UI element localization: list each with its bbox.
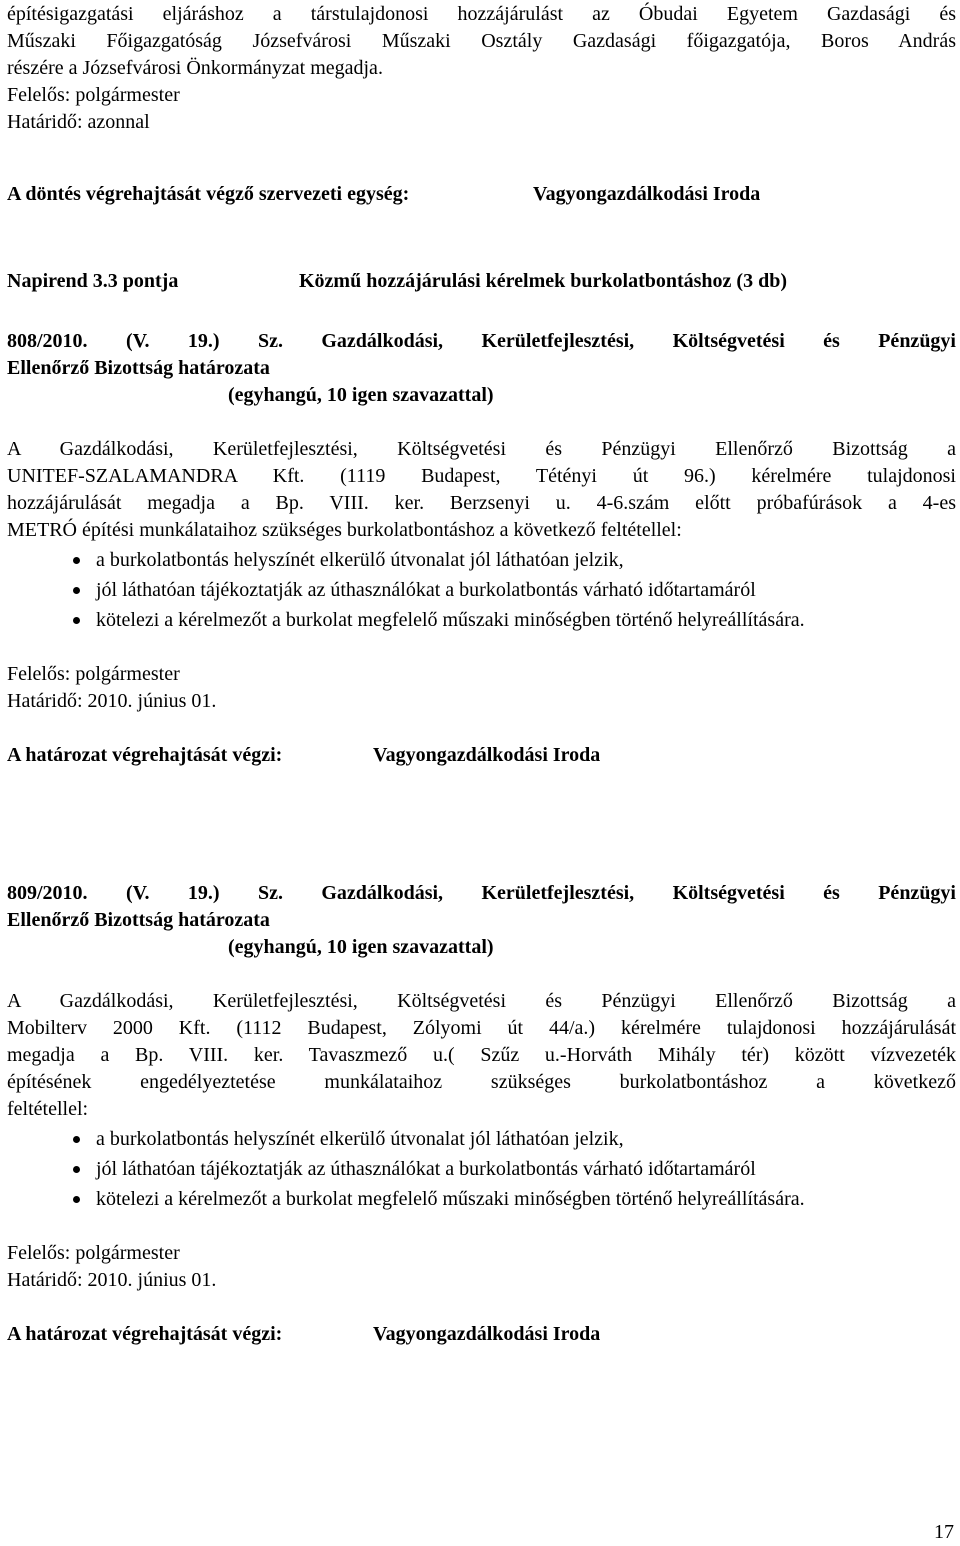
deadline-line: Határidő: azonnal <box>7 111 150 133</box>
execution-unit-name: Vagyongazdálkodási Iroda <box>533 183 761 205</box>
bullet-icon <box>73 557 80 564</box>
condition-item: a burkolatbontás helyszínét elkerülő útvonalat jól láthatóan jelzik, <box>7 1126 956 1153</box>
agenda-heading <box>7 268 956 295</box>
conditions-list <box>7 1126 956 1213</box>
execution-unit-row <box>7 181 956 208</box>
intro-line: Műszaki Főigazgatóság Józsefvárosi Műszaki Osztály Gazdasági főigazgatója, Boros András <box>7 30 956 52</box>
decision-heading-line: Ellenőrző Bizottság határozata <box>7 357 270 379</box>
decision-heading-line: 809/2010. (V. 19.) Sz. Gazdálkodási, Kerületfejlesztési, Költségvetési és Pénzügyi <box>7 882 956 904</box>
execution-unit-name: Vagyongazdálkodási Iroda <box>373 744 601 766</box>
vote-result: (egyhangú, 10 igen szavazattal) <box>228 384 494 406</box>
bullet-icon <box>73 1196 80 1203</box>
decision-body <box>7 988 956 1123</box>
conditions-list <box>7 547 956 634</box>
bullet-icon <box>73 1166 80 1173</box>
condition-item: jól láthatóan tájékoztatják az úthasználókat a burkolatbontás várható időtartamáról <box>7 1156 956 1183</box>
bullet-icon <box>73 587 80 594</box>
condition-item: jól láthatóan tájékoztatják az úthasználókat a burkolatbontás várható időtartamáról <box>7 577 956 604</box>
body-line: A Gazdálkodási, Kerületfejlesztési, Költségvetési és Pénzügyi Ellenőrző Bizottság a <box>7 990 956 1012</box>
page-number: 17 <box>934 1521 954 1543</box>
body-line: Mobilterv 2000 Kft. (1112 Budapest, Zólyomi út 44/a.) kérelmére tulajdonosi hozzájárulását <box>7 1017 956 1039</box>
vote-result: (egyhangú, 10 igen szavazattal) <box>228 936 494 958</box>
body-line: METRÓ építési munkálataihoz szükséges burkolatbontáshoz a következő feltétellel: <box>7 519 682 541</box>
body-line: hozzájárulását megadja a Bp. VIII. ker. Berzsenyi u. 4-6.szám előtt próbafúrások a 4-es <box>7 492 956 514</box>
decision-809 <box>7 880 956 1348</box>
bullet-icon <box>73 1136 80 1143</box>
responsible-line: Felelős: polgármester <box>7 663 180 685</box>
condition-item: kötelezi a kérelmezőt a burkolat megfelelő műszaki minőségben történő helyreállítására. <box>7 1186 956 1213</box>
execution-unit-label: A határozat végrehajtását végzi: <box>7 1323 283 1345</box>
deadline-line: Határidő: 2010. június 01. <box>7 690 217 712</box>
responsible-line: Felelős: polgármester <box>7 84 180 106</box>
body-line: építésének engedélyeztetése munkálataihoz szükséges burkolatbontáshoz a következő <box>7 1071 956 1093</box>
deadline-line: Határidő: 2010. június 01. <box>7 1269 217 1291</box>
body-line: A Gazdálkodási, Kerületfejlesztési, Költségvetési és Pénzügyi Ellenőrző Bizottság a <box>7 438 956 460</box>
intro-paragraph <box>7 1 956 136</box>
execution-unit-row <box>7 1321 956 1348</box>
body-line: feltétellel: <box>7 1098 89 1120</box>
execution-unit-label: A döntés végrehajtását végző szervezeti egység: <box>7 183 410 205</box>
execution-unit-row <box>7 742 956 769</box>
decision-808 <box>7 328 956 769</box>
condition-item: kötelezi a kérelmezőt a burkolat megfelelő műszaki minőségben történő helyreállítására. <box>7 607 956 634</box>
execution-unit-label: A határozat végrehajtását végzi: <box>7 744 283 766</box>
intro-line: részére a Józsefvárosi Önkormányzat megadja. <box>7 57 383 79</box>
intro-line: építésigazgatási eljáráshoz a társtulajdonosi hozzájárulást az Óbudai Egyetem Gazdasági és <box>7 3 956 25</box>
body-line: megadja a Bp. VIII. ker. Tavaszmező u.( Szűz u.-Horváth Mihály tér) között vízvezeték <box>7 1044 956 1066</box>
body-line: UNITEF-SZALAMANDRA Kft. (1119 Budapest, Tétényi út 96.) kérelmére tulajdonosi <box>7 465 956 487</box>
decision-heading <box>7 328 956 382</box>
bullet-icon <box>73 617 80 624</box>
decision-heading <box>7 880 956 934</box>
decision-heading-line: Ellenőrző Bizottság határozata <box>7 909 270 931</box>
agenda-item-title: Közmű hozzájárulási kérelmek burkolatbontáshoz (3 db) <box>299 270 787 292</box>
decision-body <box>7 436 956 544</box>
execution-unit-name: Vagyongazdálkodási Iroda <box>373 1323 601 1345</box>
decision-heading-line: 808/2010. (V. 19.) Sz. Gazdálkodási, Kerületfejlesztési, Költségvetési és Pénzügyi <box>7 330 956 352</box>
agenda-item-label: Napirend 3.3 pontja <box>7 270 179 292</box>
responsible-line: Felelős: polgármester <box>7 1242 180 1264</box>
condition-item: a burkolatbontás helyszínét elkerülő útvonalat jól láthatóan jelzik, <box>7 547 956 574</box>
